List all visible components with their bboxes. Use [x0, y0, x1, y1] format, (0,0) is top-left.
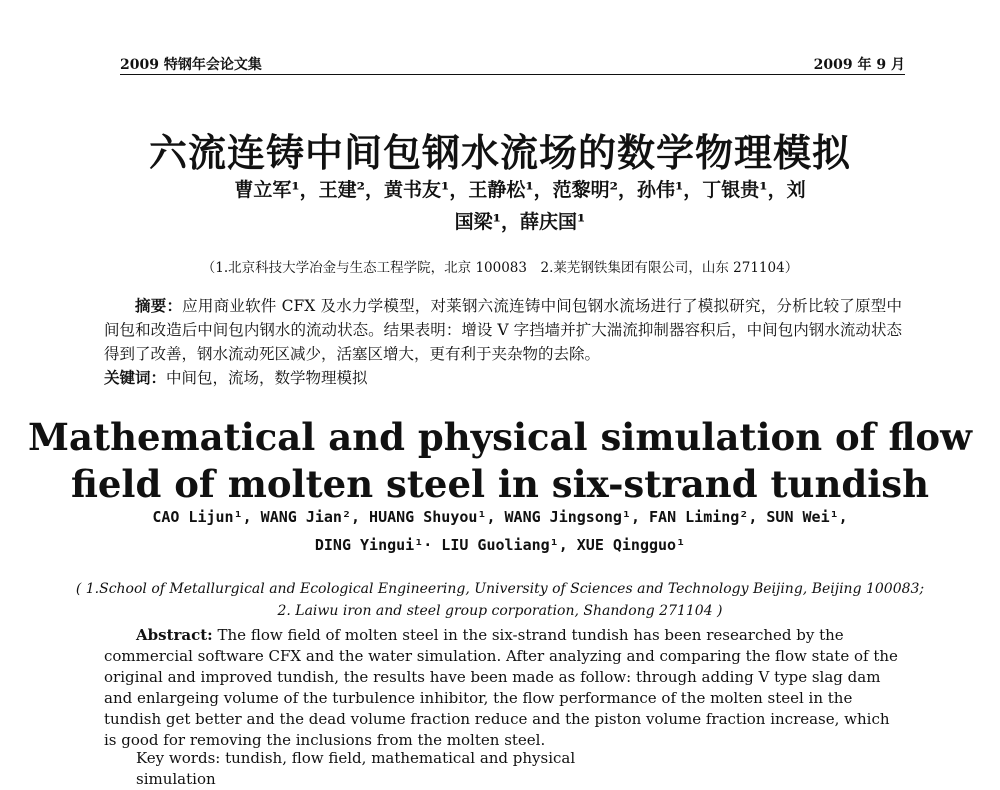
english-authors-line-2: DING Yingui¹· LIU Guoliang¹, XUE Qingguo¹ — [314, 536, 686, 554]
chinese-affiliation: （1.北京科技大学冶金与生态工程学院，北京 100083 2.莱芜钢铁集团有限公司，山东 271104） — [201, 260, 799, 276]
english-title-line-1: Mathematical and physical simulation of flow — [28, 415, 972, 459]
english-affiliation-line-2: 2. Laiwu iron and steel group corporation, Shandong 271104 ) — [277, 603, 723, 619]
english-abstract-label: Abstract: — [136, 626, 213, 644]
chinese-abstract-paragraph — [104, 294, 902, 366]
chinese-authors — [150, 174, 890, 238]
english-authors-line-1: CAO Lijun¹, WANG Jian², HUANG Shuyou¹, WANG Jingsong¹, FAN Liming², SUN Wei¹, — [152, 508, 848, 526]
english-abstract-paragraph — [104, 625, 904, 751]
chinese-abstract — [104, 294, 902, 390]
english-affiliation — [0, 578, 1000, 622]
english-abstract — [104, 625, 904, 751]
running-header — [120, 52, 905, 75]
header-date: 2009 年 9 月 — [813, 57, 905, 73]
chinese-title: 六流连铸中间包钢水流场的数学物理模拟 — [148, 130, 851, 175]
chinese-keywords-text: 中间包，流场，数学物理模拟 — [166, 369, 368, 387]
english-authors — [100, 503, 900, 559]
chinese-abstract-label: 摘要： — [135, 296, 183, 315]
chinese-keywords-label: 关键词： — [104, 368, 167, 387]
english-title — [0, 414, 1000, 508]
chinese-keywords — [104, 366, 902, 390]
english-keywords-partial-line: Key words: tundish, flow field, mathematical and physical simulation — [136, 749, 576, 788]
chinese-authors-line-1: 曹立军¹，王建²，黄书友¹，王静松¹，范黎明²，孙伟¹，丁银贵¹，刘 — [234, 179, 806, 201]
english-affiliation-line-1: ( 1.School of Metallurgical and Ecological Engineering, University of Sciences and Technology Beijing, Beijing 100083; — [75, 581, 925, 597]
chinese-abstract-text: 应用商业软件 CFX 及水力学模型，对莱钢六流连铸中间包钢水流场进行了模拟研究，分析比较了原型中间包和改造后中间包内钢水的流动状态。结果表明：增设 V 字挡墙并扩大湍流抑制器容积后，中间包内钢水流动状态得到了改善，钢水流动死区减少，活塞区增大，更有利于夹杂物的去除。 — [104, 297, 902, 363]
header-proceedings-title: 2009 特钢年会论文集 — [120, 57, 262, 73]
english-abstract-text: The flow field of molten steel in the six-strand tundish has been researched by the commercial software CFX and the water simulation. After analyzing and comparing the flow state of the original and improved tundish, the results have been made as follow: through adding V type slag dam and enlargeing volume of the turbulence inhibitor, the flow performance of the molten steel in the tundish get better and the dead volume fraction reduce and the piston volume fraction increase, which is good for removing the inclusions from the molten steel. — [104, 626, 898, 749]
chinese-authors-line-2: 国梁¹，薛庆国¹ — [454, 211, 586, 233]
english-title-line-2: field of molten steel in six-strand tundish — [70, 462, 930, 506]
